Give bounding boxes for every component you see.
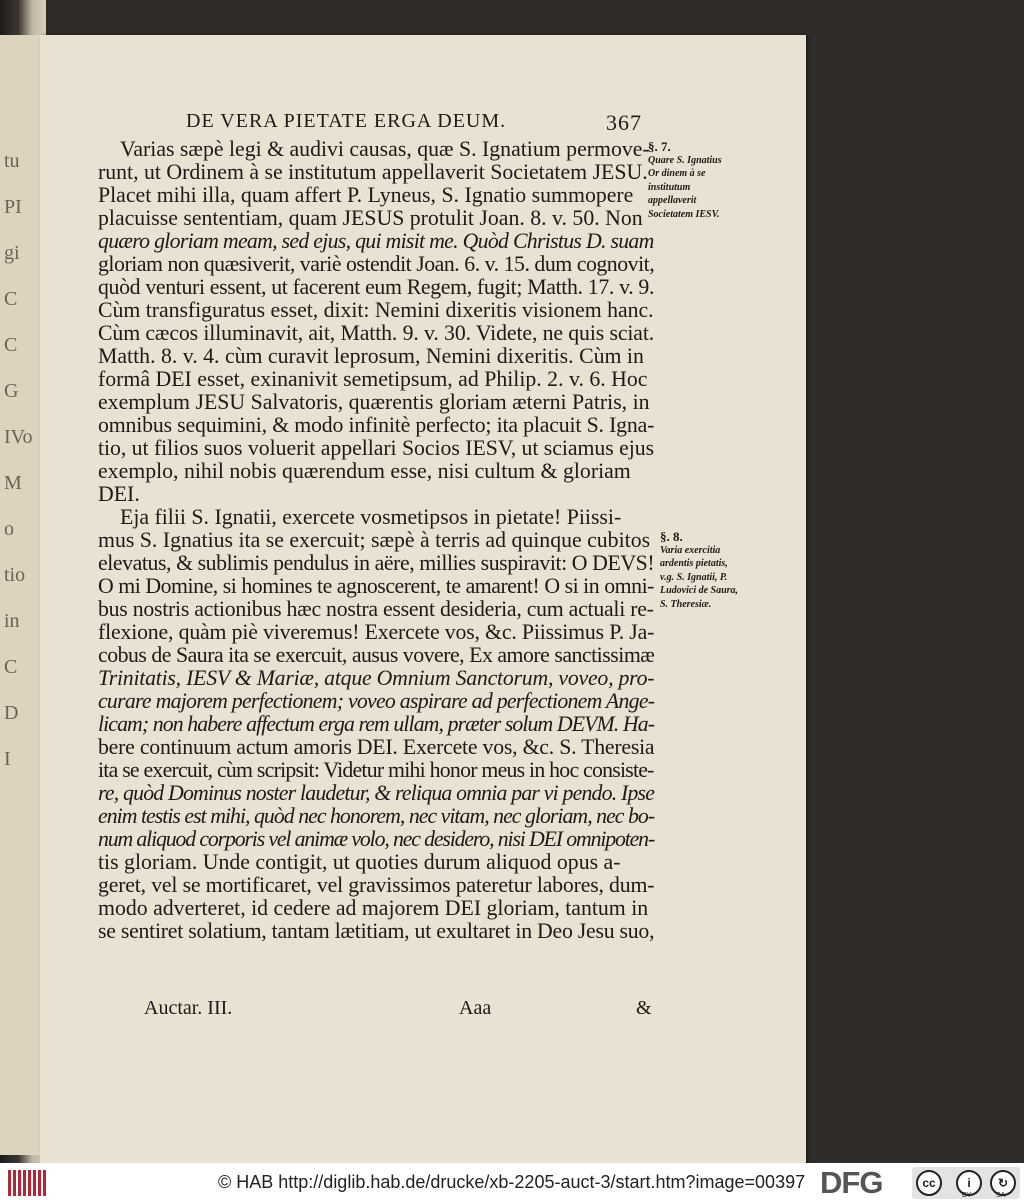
text-line: omnibus sequimini, & modo infinitè perfecto; ita placuit S. Igna- <box>98 413 655 437</box>
fragment-text: M <box>4 472 22 494</box>
fragment-text: gi <box>4 242 20 264</box>
fragment-text: D <box>4 702 19 724</box>
text-line: Placet mihi illa, quam affert P. Lyneus, S. Ignatio summopere <box>98 183 634 207</box>
cc-license-badge[interactable] <box>912 1167 1020 1199</box>
signature-mark: Aaa <box>459 997 492 1019</box>
running-title: DE VERA PIETATE ERGA DEUM. <box>186 110 507 132</box>
text-line: quòd venturi essent, ut facerent eum Regem, fugit; Matth. 17. v. 9. <box>98 275 655 299</box>
fragment-text: C <box>4 288 18 310</box>
text-line: Matth. 8. v. 4. cùm curavit leprosum, Nemini dixeritis. Cùm in <box>98 344 644 368</box>
text-line: exemplum JESU Salvatoris, quærentis gloriam æterni Patris, in <box>98 390 650 414</box>
text-line: DEI. <box>98 482 140 506</box>
text-line: runt, ut Ordinem à se institutum appellaverit Societatem JESU. <box>98 160 648 184</box>
text-line: O mi Domine, si homines te agnoscerent, te amarent! O si in omni- <box>98 574 654 598</box>
text-line: bus nostris actionibus hæc nostra essent desideria, cum actuali re- <box>98 597 654 621</box>
page-number: 367 <box>606 110 642 135</box>
cc-icon: cc <box>916 1170 942 1196</box>
running-header <box>186 110 646 133</box>
fragment-text: IVo <box>4 426 33 448</box>
margin-section-label: §. 7. <box>648 139 671 154</box>
previous-page-fragment <box>0 35 40 1155</box>
text-line: bere continuum actum amoris DEI. Exercete vos, &c. S. Theresia <box>98 735 655 759</box>
text-line: licam; non habere affectum erga rem ullam, præter solum DEVM. Ha- <box>98 712 655 736</box>
source-url-link[interactable]: © HAB http://diglib.hab.de/drucke/xb-2205-auct-3/start.htm?image=00397 <box>218 1172 806 1192</box>
dfg-logo: DFG <box>820 1165 883 1200</box>
text-line: Trinitatis, IESV & Mariæ, atque Omnium Sanctorum, voveo, pro- <box>98 666 655 690</box>
text-line: se sentiret solatium, tantam lætitiam, ut exultaret in Deo Jesu suo, <box>98 919 655 943</box>
body-text <box>98 138 654 943</box>
fragment-text: C <box>4 334 18 356</box>
hab-logo-icon <box>8 1170 46 1196</box>
text-line: cobus de Saura ita se exercuit, ausus vovere, Ex amore sanctissimæ <box>98 643 655 667</box>
catchword: & <box>636 997 652 1019</box>
text-line: quæro gloriam meam, sed ejus, qui misit me. Quòd Christus D. suam <box>98 229 654 253</box>
fragment-text: G <box>4 380 19 402</box>
sa-label: SA <box>996 1192 1006 1199</box>
text-line: formâ DEI esset, exinanivit semetipsum, ad Philip. 2. v. 6. Hoc <box>98 367 648 391</box>
fragment-text: in <box>4 610 20 632</box>
text-line: ita se exercuit, cùm scripsit: Videtur mihi honor meus in hoc consiste- <box>98 758 654 782</box>
text-line: modo adverteret, id cedere ad majorem DEI gloriam, tantum in <box>98 896 649 920</box>
by-label: BY <box>962 1192 972 1199</box>
text-line: re, quòd Dominus noster laudetur, & reliqua omnia par vi pendo. Ipse <box>98 781 655 805</box>
text-line: placuisse sententiam, quam JESUS protulit Joan. 8. v. 50. Non <box>98 206 643 230</box>
margin-note-section-8 <box>660 530 740 611</box>
text-line: tis gloriam. Unde contigit, ut quoties durum aliquod opus a- <box>98 850 621 874</box>
viewer-footer-bar <box>0 1163 1024 1202</box>
text-line: gloriam non quæsiverit, variè ostendit Joan. 6. v. 15. dum cognovit, <box>98 252 655 276</box>
fragment-text: PI <box>4 196 22 218</box>
fragment-text: tu <box>4 150 20 172</box>
text-line: enim testis est mihi, quòd nec honorem, nec vitam, nec gloriam, nec bo- <box>98 804 655 828</box>
fragment-text: o <box>4 518 14 540</box>
fragment-text: tio <box>4 564 26 586</box>
margin-section-label: §. 8. <box>660 529 683 544</box>
text-line: tio, ut filios suos voluerit appellari Socios IESV, ut sciamus ejus <box>98 436 655 460</box>
text-line: flexione, quàm piè viveremus! Exercete vos, &c. Piissimus P. Ja- <box>98 620 655 644</box>
margin-note-text: Quare S. Ignatius Or dinem à se institutum appellaverit Societatem IESV. <box>648 154 722 220</box>
fragment-text: C <box>4 656 18 678</box>
text-line: elevatus, & sublimis pendulus in aëre, millies suspiravit: O DEVS! <box>98 551 655 575</box>
fragment-text: I <box>4 748 11 770</box>
text-line: curare majorem perfectionem; voveo aspirare ad perfectionem Ange- <box>98 689 655 713</box>
margin-note-section-7 <box>648 140 728 221</box>
text-line: mus S. Ignatius ita se exercuit; sæpè à terris ad quinque cubitos <box>98 528 651 552</box>
text-line: exemplo, nihil nobis quærendum esse, nisi cultum & gloriam <box>98 459 631 483</box>
text-line: Varias sæpè legi & audivi causas, quæ S. Ignatium permove- <box>120 137 650 161</box>
text-line: Cùm transfiguratus esset, dixit: Nemini dixeritis visionem hanc. <box>98 298 654 322</box>
text-line: Eja filii S. Ignatii, exercete vosmetipsos in pietate! Piissi- <box>120 505 622 529</box>
text-line: Cùm cæcos illuminavit, ait, Matth. 9. v. 30. Videte, ne quis sciat. <box>98 321 655 345</box>
by-attribution-icon: i <box>956 1170 982 1196</box>
share-alike-icon: ↻ <box>990 1170 1016 1196</box>
signature-left: Auctar. III. <box>144 997 233 1019</box>
text-line: num aliquod corporis vel animæ volo, nec desidero, nisi DEI omnipoten- <box>98 827 655 851</box>
margin-note-text: Varia exercitia ardentis pietatis, v.g. S. Ignatii, P. Ludovici de Saura, S. Theresiæ. <box>660 544 739 610</box>
text-line: geret, vel se mortificaret, vel gravissimos pateretur labores, dum- <box>98 873 655 897</box>
